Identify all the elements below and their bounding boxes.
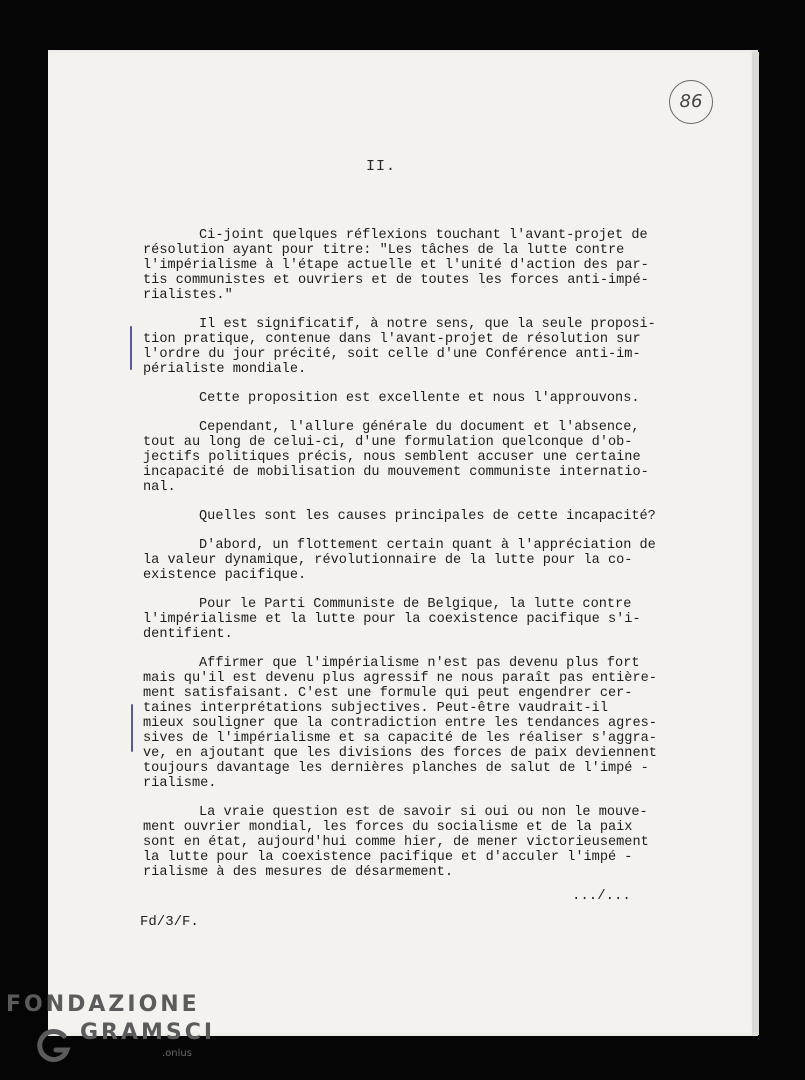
watermark-line-2: GRAMSCI <box>80 1020 216 1045</box>
paragraph: Cependant, l'allure générale du document et l'absence, tout au long de celui-ci, d'une formulation quelconque d'ob- jectifs politiques précis, nous semblent accuser une certaine incapacité de mobilisation du mouvement communiste internatio- nal. <box>143 420 649 495</box>
watermark-line-3: .onlus <box>162 1048 192 1059</box>
paragraph: Pour le Parti Communiste de Belgique, la lutte contre l'impérialisme et la lutte pour la coexistence pacifique s'i- dentifient. <box>143 597 641 642</box>
section-number: II. <box>366 158 397 175</box>
page-edge <box>752 52 759 1035</box>
archive-watermark <box>6 992 216 1072</box>
document-reference: Fd/3/F. <box>140 914 199 930</box>
watermark-line-1: FONDAZIONE <box>6 992 200 1017</box>
paragraph: Ci-joint quelques réflexions touchant l'avant-projet de résolution ayant pour titre: "Les tâches de la lutte contre l'impérialisme à l'étape actuelle et l'unité d'action des par- tis communistes et ouvriers et de toutes les forces anti-impé- rialistes." <box>143 228 649 303</box>
document-body <box>143 228 703 894</box>
folio-number: 86 <box>669 80 713 124</box>
watermark-logo-icon <box>34 1026 74 1066</box>
margin-mark <box>131 704 133 752</box>
margin-mark <box>130 326 132 370</box>
paragraph: Affirmer que l'impérialisme n'est pas devenu plus fort mais qu'il est devenu plus agressif ne nous paraît pas entière- ment satisfaisant. C'est une formule qui peut engendrer cer- taines interprétations subjectives. Peut-être vaudrait-il mieux souligner que la contradiction entre les tendances agres- sives de l'impérialisme et sa capacité de les réaliser s'aggra- ve, en ajoutant que les divisions des forces de paix deviennent toujours davantage les dernières planches de salut de l'impé - rialisme. <box>143 656 657 791</box>
paragraph: La vraie question est de savoir si oui ou non le mouve- ment ouvrier mondial, les forces du socialisme et de la paix sont en état, aujourd'hui comme hier, de mener victorieusement la lutte pour la coexistence pacifique et d'acculer l'impé - rialisme à des mesures de désarmement. <box>143 805 649 880</box>
continuation-mark: .../... <box>572 888 631 904</box>
paragraph: Cette proposition est excellente et nous l'approuvons. <box>199 391 640 406</box>
paragraph: Il est significatif, à notre sens, que la seule proposi- tion pratique, contenue dans l'avant-projet de résolution sur l'ordre du jour précité, soit celle d'une Conférence anti-im- périaliste mondiale. <box>143 317 656 377</box>
paragraph: D'abord, un flottement certain quant à l'appréciation de la valeur dynamique, révolutionnaire de la lutte pour la co- existence pacifique. <box>143 538 656 583</box>
paragraph: Quelles sont les causes principales de cette incapacité? <box>199 509 656 524</box>
